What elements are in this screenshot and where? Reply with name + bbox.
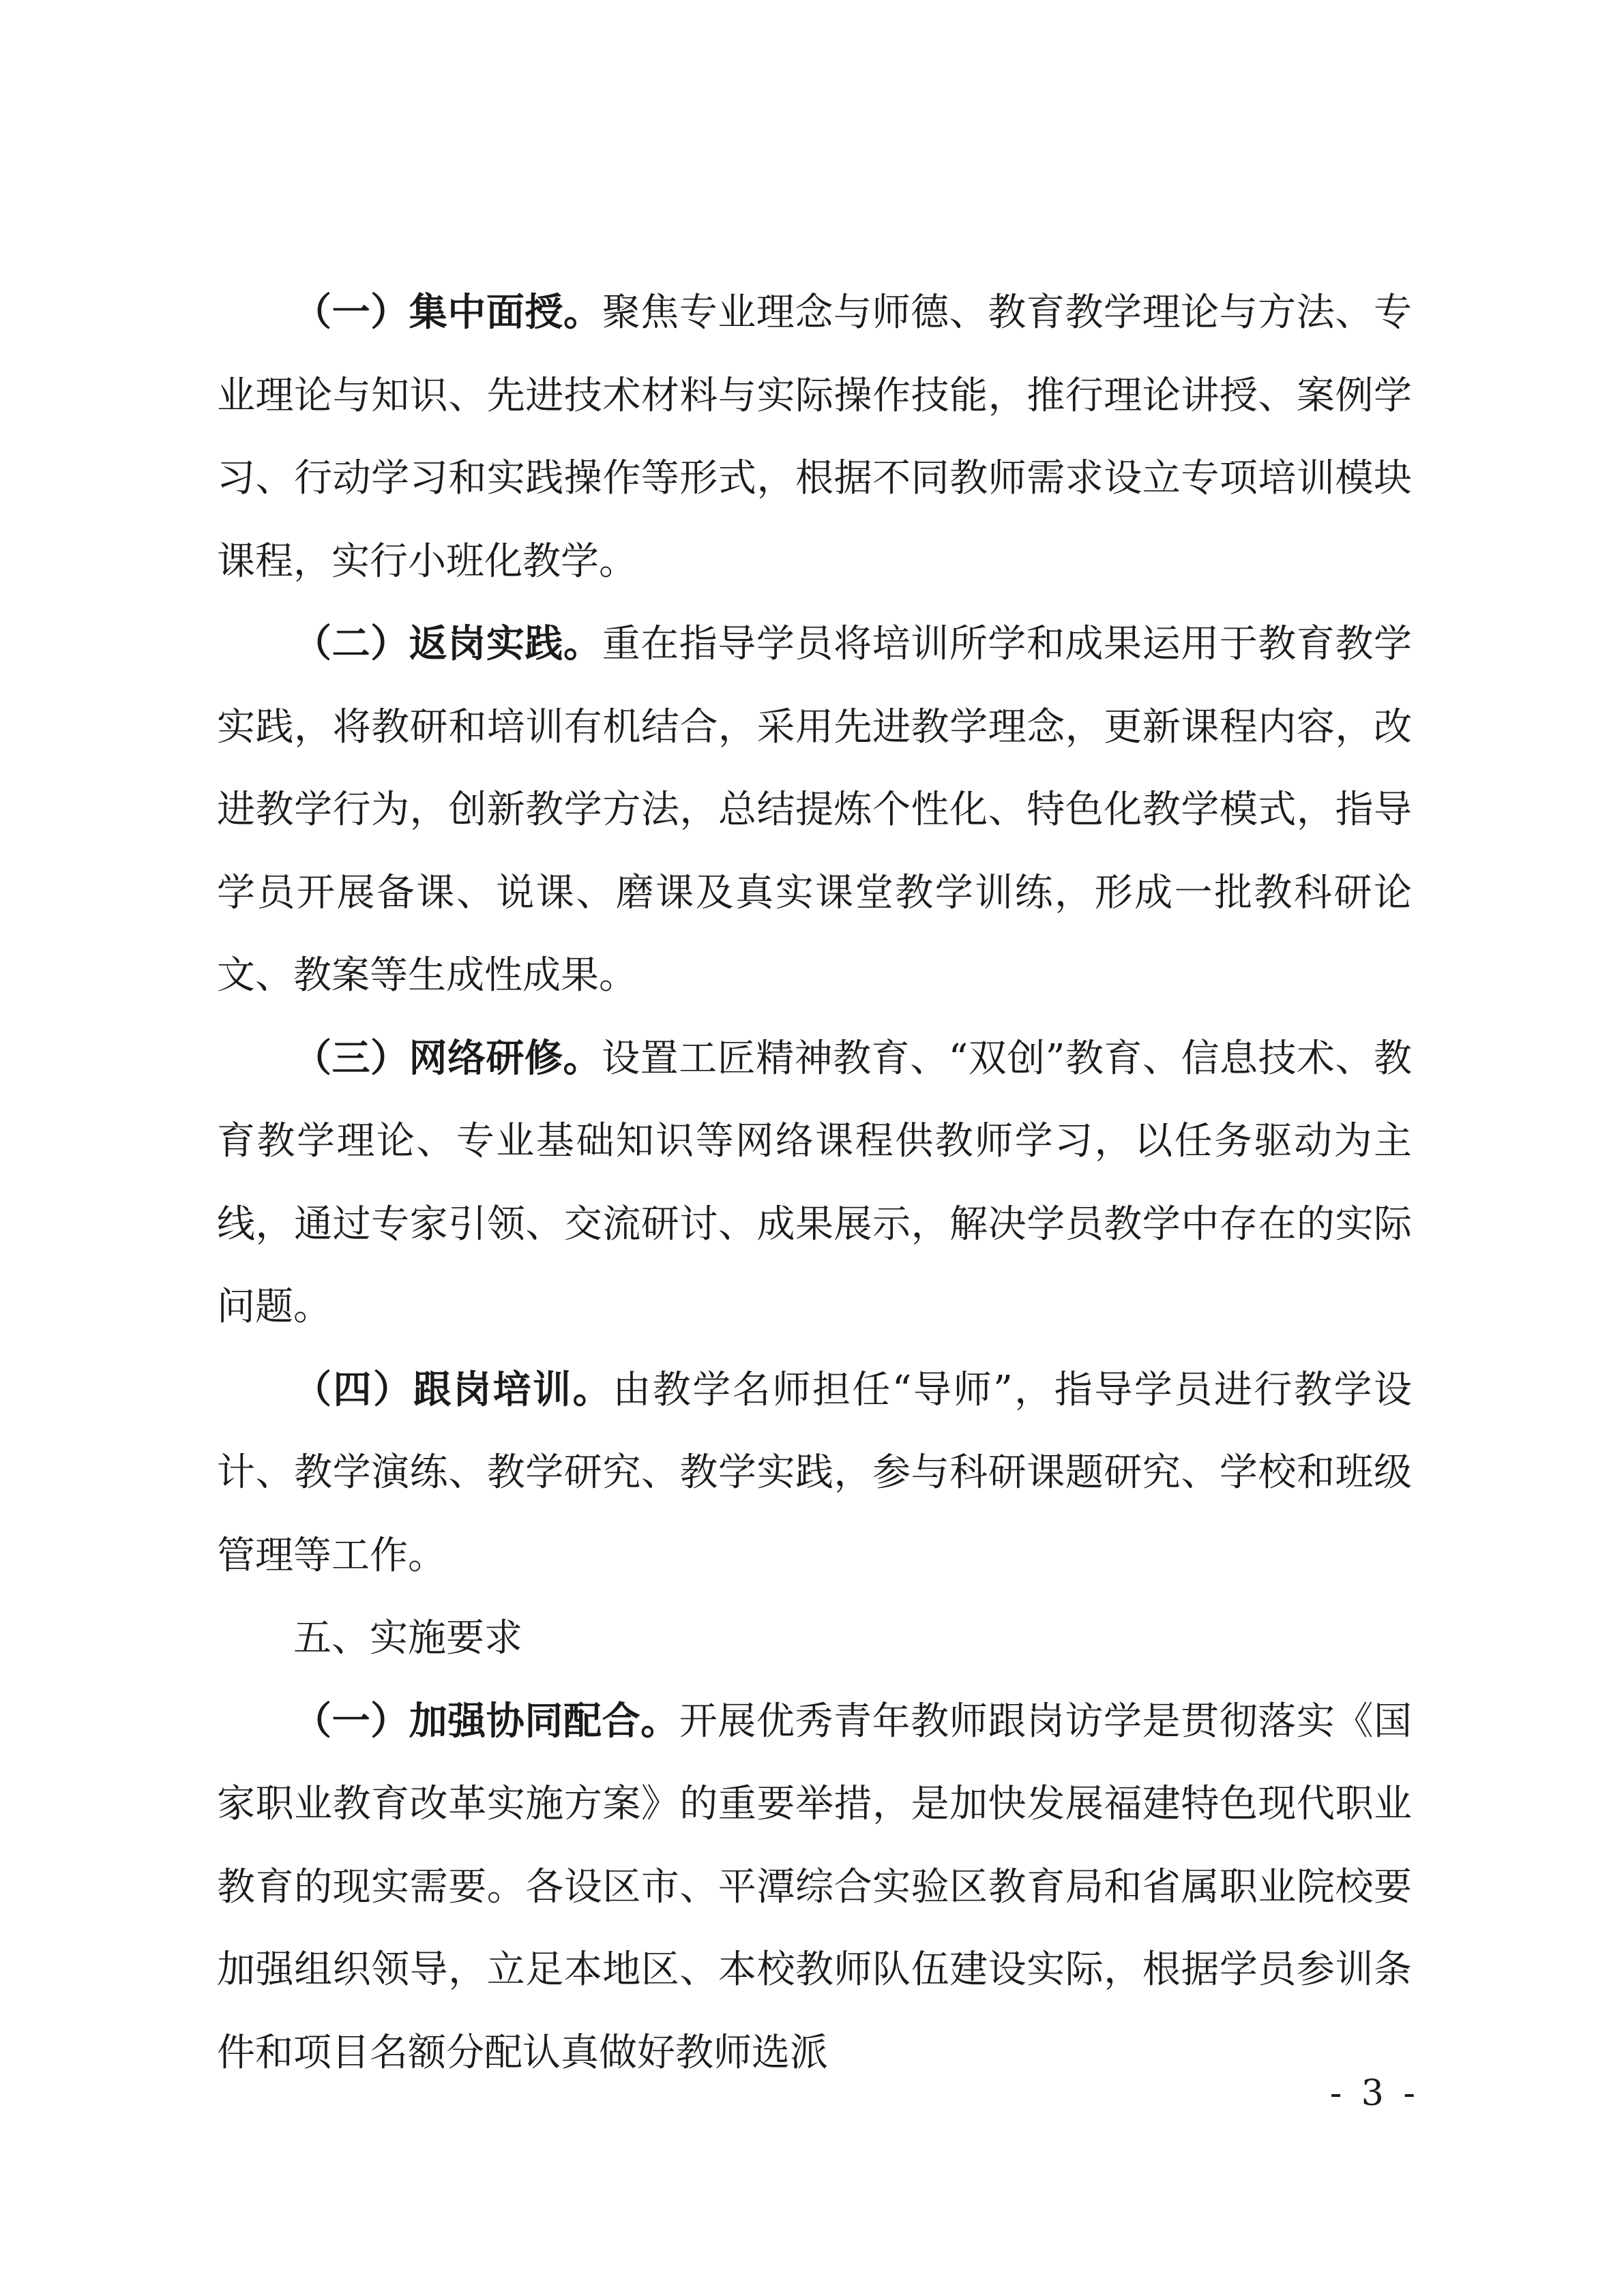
paragraph-heading: （一）集中面授。: [293, 290, 602, 335]
page-number: - 3 -: [1329, 2073, 1419, 2114]
paragraph-online-training: [217, 1017, 1412, 1349]
paragraph-text: 开展优秀青年教师跟岗访学是贯彻落实《国家职业教育改革实施方案》的重要举措，是加快发展福建特色现代职业教育的现实需要。各设区市、平潭综合实验区教育局和省属职业院校要加强组织领导，立足本地区、本校教师队伍建设实际，根据学员参训条件和项目名额分配认真做好教师选派: [217, 1699, 1413, 2075]
paragraph-centralized-teaching: [217, 271, 1412, 603]
document-body: [217, 271, 1412, 2094]
section-heading: 五、实施要求: [293, 1616, 522, 1660]
paragraph-heading: （三）网络研修。: [293, 1036, 602, 1081]
paragraph-text: 聚焦专业理念与师德、教育教学理论与方法、专业理论与知识、先进技术材料与实际操作技能，推行理论讲授、案例学习、行动学习和实践操作等形式，根据不同教师需求设立专项培训模块课程，实行小班化教学。: [217, 290, 1413, 584]
paragraph-text: 重在指导学员将培训所学和成果运用于教育教学实践，将教研和培训有机结合，采用先进教学理念，更新课程内容，改进教学行为，创新教学方法，总结提炼个性化、特色化教学模式，指导学员开展备课、说课、磨课及真实课堂教学训练，形成一批教科研论文、教案等生成性成果。: [217, 622, 1413, 998]
paragraph-heading: （二）返岗实践。: [293, 622, 602, 666]
paragraph-heading: （一）加强协同配合。: [293, 1699, 679, 1744]
paragraph-shadow-training: [217, 1349, 1412, 1598]
paragraph-return-practice: [217, 603, 1412, 1017]
paragraph-coordination: [217, 1680, 1412, 2095]
paragraph-heading: （四）跟岗培训。: [293, 1367, 613, 1412]
paragraph-text: 设置工匠精神教育、“双创”教育、信息技术、教育教学理论、专业基础知识等网络课程供教师学习，以任务驱动为主线，通过专家引领、交流研讨、成果展示，解决学员教学中存在的实际问题。: [217, 1036, 1413, 1329]
paragraph-text: 由教学名师担任“导师”，指导学员进行教学设计、教学演练、教学研究、教学实践，参与科研课题研究、学校和班级管理等工作。: [217, 1367, 1413, 1578]
